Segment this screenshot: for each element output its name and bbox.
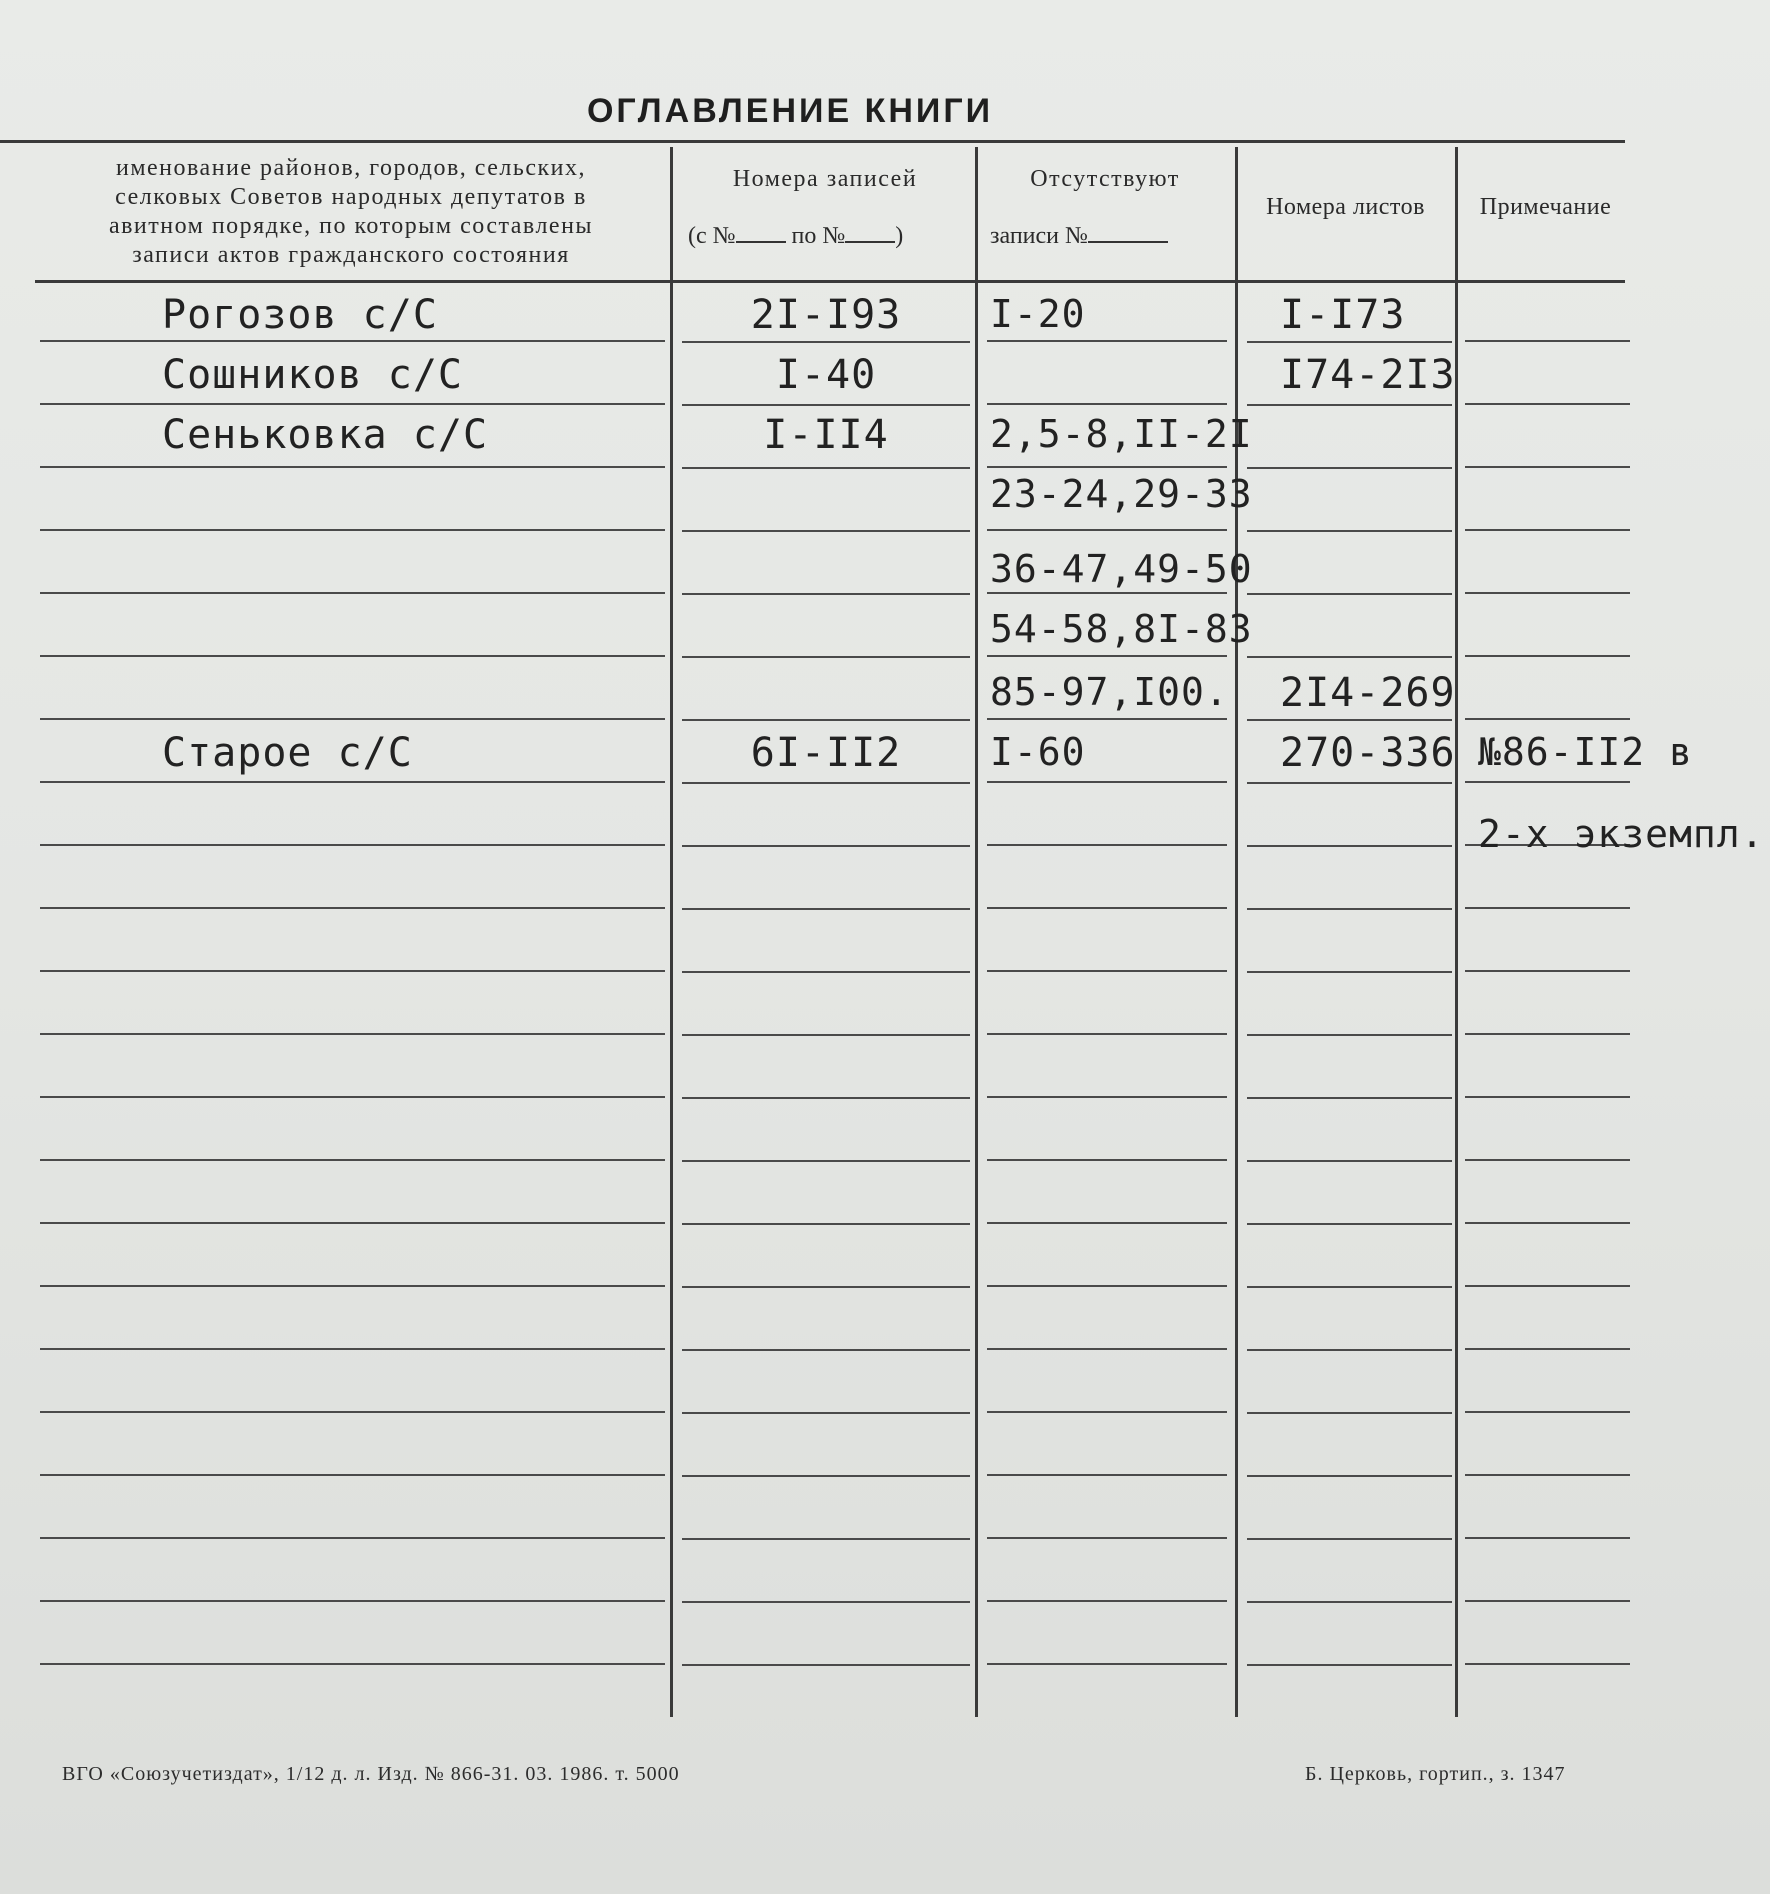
ruled-line	[1247, 1223, 1452, 1225]
ruled-line	[40, 1285, 665, 1287]
header-names-line: именование районов, городов, сельских,	[116, 155, 586, 181]
ruled-line	[682, 1349, 970, 1351]
ruled-line	[682, 593, 970, 595]
cell-records: I-II4	[763, 412, 889, 458]
column-divider-2	[975, 147, 978, 1717]
ruled-line	[1247, 908, 1452, 910]
ruled-line	[682, 1097, 970, 1099]
ruled-line	[682, 845, 970, 847]
ruled-line	[1247, 1349, 1452, 1351]
printer-imprint: Б. Церковь, гортип., з. 1347	[1305, 1763, 1566, 1785]
ruled-line	[1247, 1601, 1452, 1603]
ruled-line	[1247, 1538, 1452, 1540]
ruled-line	[1465, 529, 1630, 531]
ruled-line	[40, 655, 665, 657]
ruled-line	[1247, 1475, 1452, 1477]
ruled-line	[1247, 530, 1452, 532]
ruled-line	[682, 908, 970, 910]
ruled-line	[1247, 1412, 1452, 1414]
ruled-line	[1465, 1222, 1630, 1224]
ruled-line	[40, 340, 665, 342]
ruled-line	[40, 1348, 665, 1350]
ruled-line	[40, 466, 665, 468]
ruled-line	[1247, 1097, 1452, 1099]
cell-missing: 54-58,8I-83	[990, 607, 1253, 651]
ruled-line	[682, 530, 970, 532]
header-sheet-numbers: Номера листов	[1266, 194, 1425, 220]
cell-note: 2-х экземпл.	[1478, 812, 1765, 856]
ruled-line	[682, 1601, 970, 1603]
cell-note: №86-II2 в	[1478, 730, 1693, 774]
ruled-line	[1247, 1160, 1452, 1162]
ruled-line	[40, 529, 665, 531]
ruled-line	[682, 1223, 970, 1225]
cell-records: 6I-II2	[750, 730, 902, 776]
cell-name: Старое с/С	[162, 730, 413, 776]
cell-missing: 36-47,49-50	[990, 547, 1253, 591]
cell-records: I-40	[775, 352, 877, 398]
ruled-line	[40, 970, 665, 972]
ruled-line	[1465, 1537, 1630, 1539]
ruled-line	[1465, 1033, 1630, 1035]
ruled-line	[40, 1033, 665, 1035]
ruled-line	[1465, 403, 1630, 405]
header-bottom-rule	[35, 280, 1625, 283]
ruled-line	[1465, 466, 1630, 468]
ruled-line	[682, 656, 970, 658]
cell-missing: I-20	[990, 292, 1086, 336]
ruled-line	[987, 1411, 1227, 1413]
ruled-line	[1247, 1034, 1452, 1036]
ruled-line	[682, 1475, 970, 1477]
ruled-line	[682, 1664, 970, 1666]
ruled-line	[1465, 592, 1630, 594]
ruled-line	[40, 1222, 665, 1224]
ruled-line	[987, 1537, 1227, 1539]
ruled-line	[987, 718, 1227, 720]
header-names	[36, 154, 666, 270]
cell-sheets: I-I73	[1280, 292, 1406, 338]
cell-missing: 23-24,29-33	[990, 472, 1253, 516]
header-names-line: селковых Советов народных депутатов в	[115, 184, 587, 210]
ruled-line	[1247, 971, 1452, 973]
ruled-line	[987, 781, 1227, 783]
publisher-imprint: ВГО «Союзучетиздат», 1/12 д. л. Изд. № 866-31. 03. 1986. т. 5000	[62, 1763, 680, 1785]
ruled-line	[682, 341, 970, 343]
ruled-line	[1247, 1286, 1452, 1288]
ruled-line	[682, 467, 970, 469]
ruled-line	[40, 718, 665, 720]
cell-name: Сошников с/С	[162, 352, 463, 398]
ruled-line	[682, 1412, 970, 1414]
ruled-line	[1465, 1600, 1630, 1602]
ruled-line	[1247, 845, 1452, 847]
ruled-line	[1465, 1285, 1630, 1287]
ruled-line	[987, 1600, 1227, 1602]
ruled-line	[1465, 655, 1630, 657]
ruled-line	[40, 1600, 665, 1602]
table-top-rule	[0, 140, 1625, 143]
ruled-line	[40, 403, 665, 405]
ruled-line	[1465, 1663, 1630, 1665]
ruled-line	[987, 1222, 1227, 1224]
ruled-line	[40, 1159, 665, 1161]
ruled-line	[1465, 1159, 1630, 1161]
page-title: ОГЛАВЛЕНИЕ КНИГИ	[586, 92, 994, 130]
ruled-line	[987, 655, 1227, 657]
ruled-line	[682, 1160, 970, 1162]
record-range-from: (с №	[688, 223, 736, 249]
ruled-line	[1465, 340, 1630, 342]
cell-missing: I-60	[990, 730, 1086, 774]
ruled-line	[1247, 782, 1452, 784]
cell-sheets: 270-336	[1280, 730, 1456, 776]
ruled-line	[1465, 781, 1630, 783]
cell-name: Сеньковка с/С	[162, 412, 489, 458]
ruled-line	[987, 466, 1227, 468]
record-range-to: по №	[791, 223, 846, 249]
ruled-line	[40, 1474, 665, 1476]
ruled-line	[987, 340, 1227, 342]
ruled-line	[40, 907, 665, 909]
ruled-line	[1465, 907, 1630, 909]
ruled-line	[987, 1096, 1227, 1098]
ruled-line	[1247, 467, 1452, 469]
header-names-line: авитном порядке, по которым составлены	[108, 213, 594, 239]
ruled-line	[987, 1033, 1227, 1035]
ruled-line	[1247, 656, 1452, 658]
cell-missing: 85-97,I00.	[990, 670, 1229, 714]
ruled-line	[987, 970, 1227, 972]
ruled-line	[40, 781, 665, 783]
ruled-line	[987, 1285, 1227, 1287]
ruled-line	[40, 1537, 665, 1539]
ruled-line	[987, 907, 1227, 909]
ruled-line	[1465, 718, 1630, 720]
cell-sheets: I74-2I3	[1280, 352, 1456, 398]
ruled-line	[40, 1663, 665, 1665]
ruled-line	[682, 782, 970, 784]
ruled-line	[987, 592, 1227, 594]
ruled-line	[987, 844, 1227, 846]
cell-records: 2I-I93	[750, 292, 902, 338]
header-missing-label: записи №	[990, 223, 1088, 249]
ruled-line	[987, 403, 1227, 405]
ruled-line	[987, 529, 1227, 531]
ruled-line	[40, 1096, 665, 1098]
cell-sheets: 2I4-269	[1280, 670, 1456, 716]
cell-name: Рогозов с/С	[162, 292, 438, 338]
ruled-line	[682, 971, 970, 973]
header-record-range	[688, 222, 903, 251]
ruled-line	[1465, 1096, 1630, 1098]
header-record-numbers	[680, 165, 970, 194]
ruled-line	[987, 1474, 1227, 1476]
header-missing-records	[990, 222, 1168, 251]
ruled-line	[1247, 404, 1452, 406]
ruled-line	[1247, 719, 1452, 721]
ruled-line	[682, 1538, 970, 1540]
ruled-line	[1465, 1474, 1630, 1476]
ruled-line	[682, 719, 970, 721]
header-names-line: записи актов гражданского состояния	[132, 242, 570, 268]
header-missing	[985, 165, 1225, 194]
ruled-line	[40, 592, 665, 594]
ruled-line	[987, 1663, 1227, 1665]
ruled-line	[987, 1159, 1227, 1161]
ruled-line	[1465, 1348, 1630, 1350]
column-divider-1	[670, 147, 673, 1717]
header-record-numbers-title: Номера записей	[732, 166, 918, 192]
ruled-line	[1465, 970, 1630, 972]
record-range-close: )	[895, 223, 904, 249]
ruled-line	[682, 404, 970, 406]
ruled-line	[1465, 1411, 1630, 1413]
ruled-line	[40, 1411, 665, 1413]
ruled-line	[1247, 341, 1452, 343]
header-note: Примечание	[1479, 194, 1612, 220]
cell-missing: 2,5-8,II-2I	[990, 412, 1253, 456]
ruled-line	[1247, 593, 1452, 595]
ruled-line	[682, 1034, 970, 1036]
ruled-line	[987, 1348, 1227, 1350]
ruled-line	[1247, 1664, 1452, 1666]
ruled-line	[682, 1286, 970, 1288]
column-divider-3	[1235, 147, 1238, 1717]
header-missing-title: Отсутствуют	[1030, 166, 1180, 192]
ruled-line	[40, 844, 665, 846]
